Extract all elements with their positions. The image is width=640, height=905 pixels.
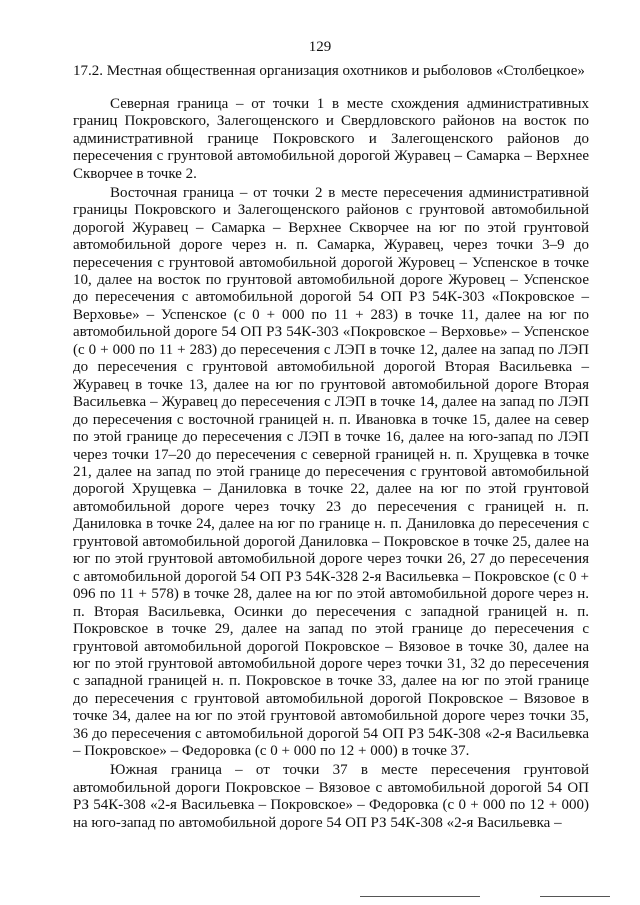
paragraph-south-boundary: Южная граница – от точки 37 в месте пересечения грунтовой автомобильной дороги Покровское – Вязовое с автомобильной дорогой 54 ОП РЗ 54К-308 «2-я Васильевка – Покровское» – Федоровка (с 0 + 000 по 12 + 000) на юго-запад по автомобильной дороге 54 ОП РЗ 54К-308 «2-я Васильевка – [73, 762, 589, 831]
section-heading: 17.2. Местная общественная организация охотников и рыболовов «Столбецкое» [73, 63, 585, 79]
paragraph-north-boundary: Северная граница – от точки 1 в месте схождения административных границ Покровского, Залегощенского и Свердловского районов на восток по административной границе Покровского и Залегощенского районов до пересечения с грунтовой автомобильной дорогой Журавец – Самарка – Верхнее Скворчее в точке 2. [73, 96, 589, 182]
paragraph-east-boundary: Восточная граница – от точки 2 в месте пересечения административной границы Покровского и Залегощенского районов с грунтовой автомобильной дорогой Журавец – Самарка – Верхнее Скворчее на юг по этой грунтовой автомобильной дороге через н. п. Самарка, Журавец, через точки 3–9 до пересечения с грунтовой автомобильной дорогой Журовец – Успенское в точке 10, далее на восток по грунтовой автомобильной дороге Журовец – Успенское до пересечения с автомобильной дорогой 54 ОП РЗ 54К-303 «Покровское – Верховье» – Успенское (с 0 + 000 по 11 + 283) в точке 11, далее на юг по автомобильной дороге 54 ОП РЗ 54К-303 «Покровское – Верховье» – Успенское (с 0 + 000 по 11 + 283) до пересечения с ЛЭП в точке 12, далее на запад по ЛЭП до пересечения с грунтовой автомобильной дорогой Вторая Васильевка – Журавец в точке 13, далее на юг по грунтовой автомобильной дороге Вторая Васильевка – Журавец до пересечения с ЛЭП в точке 14, далее на запад по ЛЭП до пересечения с восточной границей н. п. Ивановка в точке 15, далее на север по этой границе до пересечения с ЛЭП в точке 16, далее на юго-запад по ЛЭП через точки 17–20 до пересечения с северной границей н. п. Хрущевка в точке 21, далее на запад по этой границе до пересечения с грунтовой автомобильной дорогой Хрущевка – Даниловка в точке 22, далее на юг по этой грунтовой автомобильной дороге через точку 23 до пересечения с границей н. п. Даниловка в точке 24, далее на юг по границе н. п. Даниловка до пересечения с грунтовой автомобильной дорогой Даниловка – Покровское в точке 25, далее на юг по этой грунтовой автомобильной дороге через точки 26, 27 до пересечения с автомобильной дорогой 54 ОП РЗ 54К-328 2-я Васильевка – Покровское (с 0 + 096 по 11 + 578) в точке 28, далее на юг по этой автомобильной дороге через н. п. Вторая Васильевка, Осинки до пересечения с западной границей н. п. Покровское в точке 29, далее на запад по этой границе до пересечения с грунтовой автомобильной дорогой Покровское – Вязовое в точке 30, далее на юг по этой грунтовой автомобильной дороге через точки 31, 32 до пересечения с западной границей н. п. Покровское в точке 33, далее на юг по этой границе до пересечения с грунтовой автомобильной дорогой Покровское – Вязовое в точке 34, далее на юг по этой грунтовой автомобильной дороге через точки 35, 36 до пересечения с автомобильной дорогой 54 ОП РЗ 54К-308 «2-я Васильевка – Покровское» – Федоровка (с 0 + 000 по 12 + 000) в точке 37. [73, 184, 589, 760]
footer-divider [360, 896, 480, 897]
page-number: 129 [308, 39, 332, 55]
document-body [73, 96, 589, 834]
footer-divider-right [540, 896, 610, 897]
